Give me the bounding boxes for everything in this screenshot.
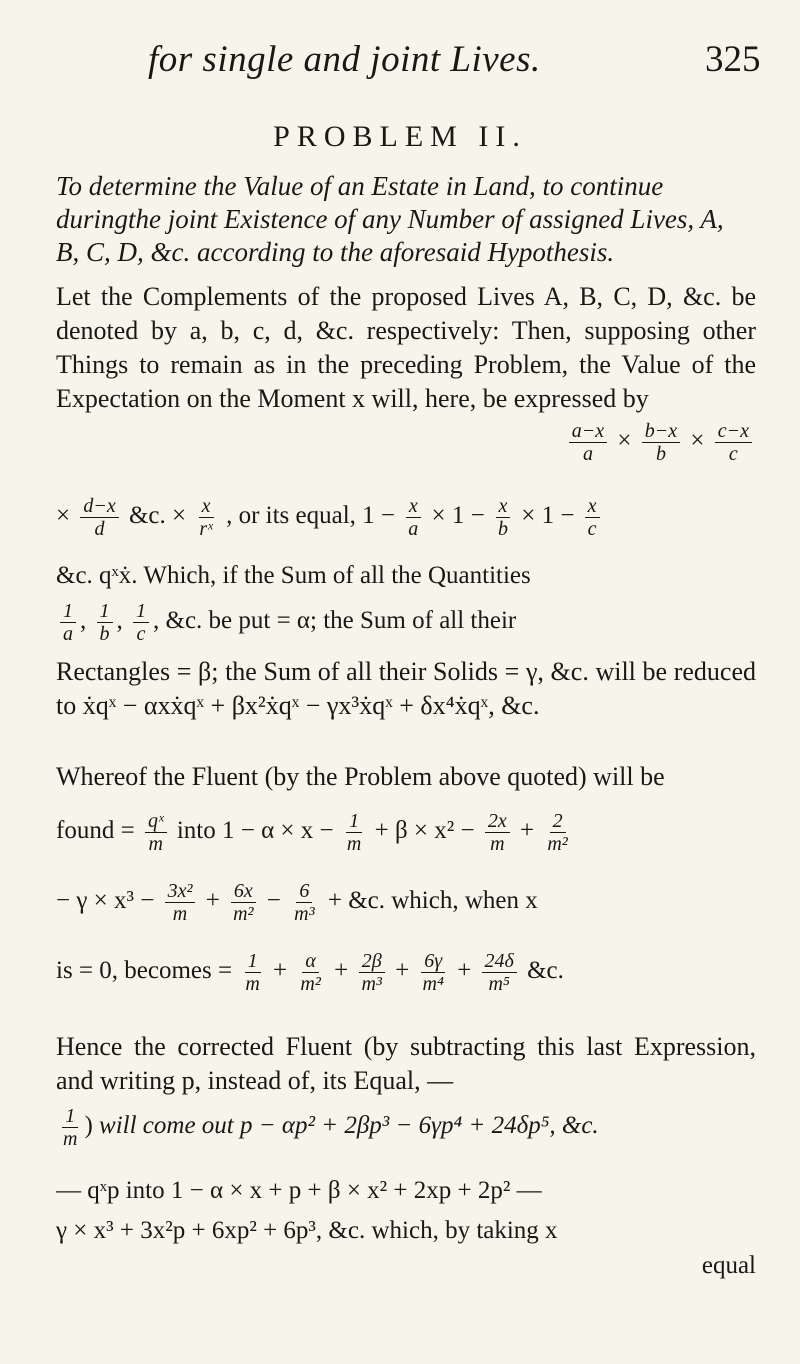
- fraction-alpha-over-m2: $\frac{\alpha}{\text{m²}}$: [300, 950, 321, 995]
- fraction-6-over-m3: $\frac{6}{\text{m³}}$: [294, 880, 315, 925]
- paragraph-rectangles: Rectangles = β; the Sum of all their Solids = γ, &c. will be reduced to ẋqˣ − αxẋqˣ + βx²ẋqˣ − γx³ẋqˣ + δx⁴ẋqˣ, &c.: [56, 657, 756, 720]
- fraction-2-over-m2: $\frac{2}{\text{m²}}$: [547, 810, 568, 855]
- expectation-continued: × $\frac{d-x}{d}$ &c. × $\frac{x}{\text{rˣ}}$ , or its equal, 1 − $\frac{x}{a}$ × 1 − $\frac{x}{b}$ × 1 − $\frac{x}{c}$: [56, 495, 756, 540]
- fraction-24delta-over-m5: $\frac{24\delta}{\text{m⁵}}$: [482, 950, 517, 995]
- fluent-line-2: − γ × x³ − $\frac{\text{3x²}}{m}$ + $\frac{6x}{\text{m²}}$ − $\frac{6}{\text{m³}}$ + &c. which, when x: [56, 880, 538, 925]
- page-header: [0, 38, 800, 88]
- fraction-1-over-m: $\frac{1}{m}$: [346, 810, 362, 855]
- fraction-d: $\frac{d-x}{d}$: [80, 495, 118, 540]
- fraction-a: $\frac{a-x}{a}$: [569, 420, 607, 465]
- fraction-c: $\frac{c-x}{c}$: [715, 420, 752, 465]
- fraction-x-over-a: $\frac{x}{a}$: [405, 495, 421, 540]
- sum-quantities-line: &c. qˣẋ. Which, if the Sum of all the Quantities: [56, 562, 531, 589]
- fraction-x-over-c: $\frac{x}{c}$: [585, 495, 600, 540]
- fraction-qx-over-m: $\frac{\text{qˣ}}{m}$: [145, 810, 167, 855]
- fraction-1-over-a: $\frac{1}{a}$: [60, 600, 76, 645]
- final-line-1: — qˣp into 1 − α × x + p + β × x² + 2xp + 2p² —: [56, 1177, 542, 1204]
- fraction-2x-over-m: $\frac{2x}{m}$: [485, 810, 510, 855]
- fraction-2beta-over-m3: $\frac{2\beta}{\text{m³}}$: [358, 950, 384, 995]
- fraction-x-over-rx: $\frac{x}{\text{rˣ}}$: [199, 495, 213, 540]
- catchword: equal: [701, 1252, 756, 1279]
- reciprocals-line: $\frac{1}{a}$ , $\frac{1}{b}$ , $\frac{1}{c}$ , &c. be put = α; the Sum of all their: [56, 600, 756, 645]
- fraction-1-over-m-b: $\frac{1}{m}$: [245, 950, 260, 995]
- fraction-1-over-c: $\frac{1}{c}$: [133, 600, 149, 645]
- fluent-line-1: found = $\frac{\text{qˣ}}{m}$ into 1 − α × x − $\frac{1}{m}$ + β × x² − $\frac{2x}{m}$ + $\frac{2}{\text{m²}}$: [56, 810, 756, 855]
- final-line-2: γ × x³ + 3x²p + 6xp² + 6p³, &c. which, by taking x: [56, 1217, 558, 1244]
- paragraph-hence: Hence the corrected Fluent (by subtracting this last Expression, and writing p, instead of, its Equal, —: [56, 1032, 756, 1095]
- fraction-6x-over-m2: $\frac{6x}{\text{m²}}$: [230, 880, 256, 925]
- fraction-x-over-b: $\frac{x}{b}$: [495, 495, 511, 540]
- page-number: 325: [705, 39, 761, 80]
- fraction-1-over-m-c: $\frac{1}{m}$: [63, 1105, 78, 1150]
- paragraph-whereof: Whereof the Fluent (by the Problem above quoted) will be: [56, 762, 665, 791]
- problem-title: PROBLEM II.: [273, 120, 527, 153]
- paragraph-complements: Let the Complements of the proposed Lives A, B, C, D, &c. be denoted by a, b, c, d, &c. respectively: Then, supposing other Things to remain as in the preceding Problem, the Value of the Expectation on the Moment x will, here, be expressed by: [56, 282, 756, 413]
- fraction-6gamma-over-m4: $\frac{6\gamma}{\text{m⁴}}$: [422, 950, 444, 995]
- expectation-product: $\frac{a-x}{a}$ × $\frac{b-x}{b}$ × $\frac{c-x}{c}$: [56, 420, 756, 465]
- fluent-zero-line: is = 0, becomes = $\frac{1}{m}$ + $\frac{\alpha}{\text{m²}}$ + $\frac{2\beta}{\text{m³}}$ + $\frac{6\gamma}{\text{m⁴}}$ + $\frac{24\delta}{\text{m⁵}}$ &c.: [56, 950, 564, 995]
- problem-statement: To determine the Value of an Estate in Land, to continue duringthe joint Existence of any Number of assigned Lives, A, B, C, D, &c. according to the aforesaid Hypothesis.: [56, 171, 724, 267]
- running-title: for single and joint Lives.: [148, 39, 541, 80]
- will-come-out-line: $\frac{1}{m}$ ) will come out p − αp² + 2βp³ − 6γp⁴ + 24δp⁵, &c.: [56, 1105, 756, 1150]
- fraction-3x2-over-m: $\frac{\text{3x²}}{m}$: [165, 880, 196, 925]
- fraction-b: $\frac{b-x}{b}$: [642, 420, 680, 465]
- fraction-1-over-b: $\frac{1}{b}$: [97, 600, 113, 645]
